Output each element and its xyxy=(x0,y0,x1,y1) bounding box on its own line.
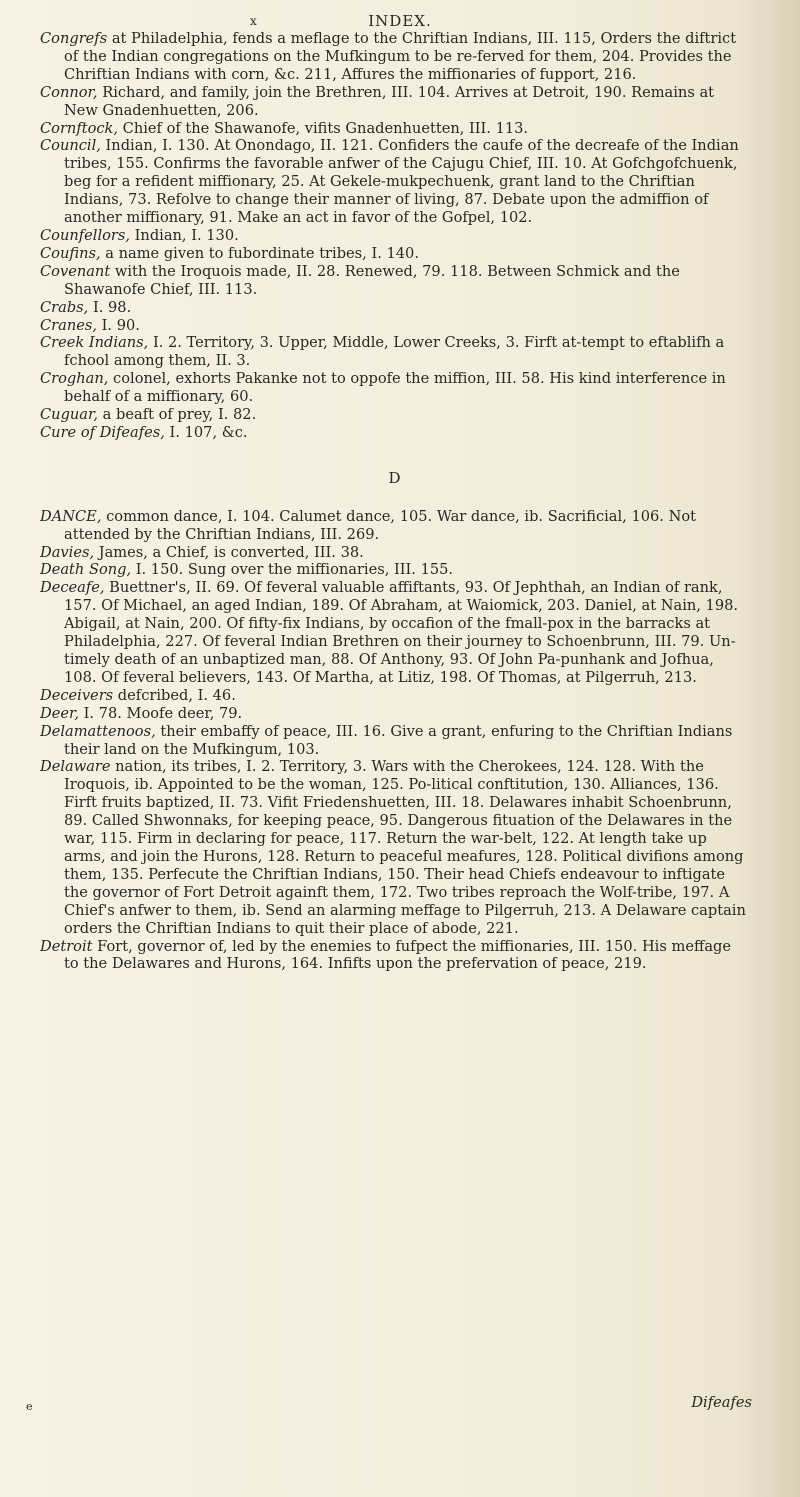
entry-head: Congrefs xyxy=(40,30,108,47)
entry-head: Delaware xyxy=(40,758,111,776)
index-entry xyxy=(40,120,750,138)
index-entry xyxy=(40,406,750,424)
entry-head: DANCE, xyxy=(40,507,102,525)
index-entry xyxy=(40,227,750,245)
index-entry xyxy=(40,561,750,579)
entry-head: Council, xyxy=(40,137,101,155)
entry-text: I. 90. xyxy=(97,316,140,334)
entry-head: Cornftock, xyxy=(40,119,119,137)
entry-text: I. 2. Territory, 3. Upper, Middle, Lower Creeks, 3. Firft at-tempt to eftablifh a fchool among them, II. 3. xyxy=(64,334,725,370)
index-entry xyxy=(40,687,750,705)
entry-head: Cranes, xyxy=(40,316,98,334)
index-entry xyxy=(40,334,750,370)
entry-head: Delamattenoos, xyxy=(40,722,156,740)
index-entry xyxy=(40,723,750,759)
entry-text: colonel, exhorts Pakanke not to oppofe the miffion, III. 58. His kind interference in behalf of a miffionary, 60. xyxy=(64,370,726,406)
index-entry xyxy=(40,705,750,723)
entry-head: Deceivers xyxy=(40,686,114,704)
index-entry xyxy=(40,508,750,544)
margin-mark: x xyxy=(250,14,258,28)
entry-head: Creek Indians, xyxy=(40,334,149,352)
entry-head: Detroit xyxy=(40,937,93,955)
index-entry xyxy=(40,758,750,937)
index-entry xyxy=(40,938,750,974)
index-entry xyxy=(40,370,750,406)
entry-head: Crabs, xyxy=(40,298,89,316)
index-body xyxy=(40,30,750,973)
entry-head: Connor, xyxy=(40,83,98,101)
index-entry xyxy=(40,84,750,120)
entry-text: defcribed, I. 46. xyxy=(113,686,236,704)
entry-text: Chief of the Shawanofe, vifits Gnadenhuetten, III. 113. xyxy=(118,119,529,137)
index-entry xyxy=(40,263,750,299)
entry-text: nation, its tribes, I. 2. Territory, 3. Wars with the Cherokees, 124. 128. With the Iroquois, ib. Appointed to be the woman, 125. Po-litical conftitution, 130. Alliances, 136. Firft fruits baptized, II. 73. Vifit Friedenshuetten, III. 18. Delawares inhabit Schoenbrunn, 89. Called Shwonnaks, for keeping peace, 95. Dangerous fituation of the Delawares in the war, 115. Firm in declaring for peace, 117. Return the war-belt, 122. At length take up arms, and join the Hurons, 128. Return to peaceful meafures, 128. Political divifions among them, 135. Perfecute the Chriftian Indians, 150. Their head Chiefs endeavour to inftigate the governor of Fort Detroit againft them, 172. Two tribes reproach the Wolf-tribe, 197. A Chief's anfwer to them, ib. Send an alarming meffage to Pilgerruh, 213. A Delaware captain orders the Chriftian Indians to quit their place of abode, 221. xyxy=(64,758,746,937)
entry-head: Croghan, xyxy=(40,370,109,388)
entry-head: Counfellors, xyxy=(40,226,131,244)
entry-text: Richard, and family, join the Brethren, III. 104. Arrives at Detroit, 190. Remains at New Gnadenhuetten, 206. xyxy=(64,83,715,119)
signature-mark: e xyxy=(26,1400,33,1413)
page-header xyxy=(0,12,800,30)
index-entry xyxy=(40,245,750,263)
index-entry xyxy=(40,137,750,227)
entry-text: Fort, governor of, led by the enemies to fufpect the miffionaries, III. 150. His meffage to the Delawares and Hurons, 164. Infifts upon the prefervation of peace, 219. xyxy=(64,937,732,973)
entry-text: at Philadelphia, fends a meflage to the Chriftian Indians, III. 115, Orders the diftrict of the Indian congregations on the Mufkingum to be re-ferved for them, 204. Provides the Chriftian Indians with corn, &c. 211, Affures the miffionaries of fupport, 216. xyxy=(64,30,737,83)
entry-head: Deceafe, xyxy=(40,579,105,597)
index-entry xyxy=(40,299,750,317)
entry-text: I. 78. Moofe deer, 79. xyxy=(79,704,243,722)
section-letter: D xyxy=(388,468,402,487)
entry-text: James, a Chief, is converted, III. 38. xyxy=(94,543,364,561)
entry-text: with the Iroquois made, II. 28. Renewed, 79. 118. Between Schmick and the Shawanofe Chief, III. 113. xyxy=(64,262,680,298)
entry-head: Cure of Difeafes, xyxy=(40,423,165,441)
entries-c xyxy=(40,30,750,442)
index-entry xyxy=(40,544,750,562)
entry-text: Buettner's, II. 69. Of feveral valuable affiftants, 93. Of Jephthah, an Indian of rank, 157. Of Michael, an aged Indian, 189. Of Abraham, at Waiomick, 203. Daniel, at Nain, 198. Abigail, at Nain, 200. Of fifty-fix Indians, by occafion of the fmall-pox in the barracks at Philadelphia, 227. Of feveral Indian Brethren on their journey to Schoenbrunn, III. 79. Un-timely death of an unbaptized man, 88. Of Anthony, 93. Of John Pa-punhank and Jofhua, 108. Of feveral believers, 143. Of Martha, at Litiz, 198. Of Thomas, at Pilgerruh, 213. xyxy=(64,579,739,686)
entry-text: a name given to fubordinate tribes, I. 140. xyxy=(100,244,419,262)
index-entry xyxy=(40,424,750,442)
catchword: Difeafes xyxy=(691,1394,752,1411)
entries-d xyxy=(40,508,750,974)
entry-text: I. 150. Sung over the miffionaries, III. 155. xyxy=(131,561,454,579)
page-title: INDEX. xyxy=(368,12,432,30)
entry-head: Coufins, xyxy=(40,244,101,262)
index-entry xyxy=(40,30,750,84)
entry-text: I. 107, &c. xyxy=(164,423,248,441)
entry-text: a beaft of prey, I. 82. xyxy=(98,406,257,424)
index-entry xyxy=(40,317,750,335)
entry-head: Davies, xyxy=(40,543,95,561)
entry-head: Deer, xyxy=(40,704,79,722)
entry-text: I. 98. xyxy=(88,298,132,316)
entry-text: common dance, I. 104. Calumet dance, 105. War dance, ib. Sacrificial, 106. Not attended by the Chriftian Indians, III. 269. xyxy=(64,507,696,543)
index-entry xyxy=(40,579,750,686)
entry-text: Indian, I. 130. At Onondago, II. 121. Confiders the caufe of the decreafe of the Indian tribes, 155. Confirms the favorable anfwer of the Cajugu Chief, III. 10. At Gofchgofchuenk, beg for a refident miffionary, 25. At Gekele-mukpechuenk, grant land to the Chriftian Indians, 73. Refolve to change their manner of living, 87. Debate upon the admiffion of another miffionary, 91. Make an act in favor of the Gofpel, 102. xyxy=(64,137,739,227)
entry-head: Cuguar, xyxy=(40,406,99,424)
entry-text: Indian, I. 130. xyxy=(130,226,239,244)
entry-head: Death Song, xyxy=(40,561,132,579)
entry-text: their embaffy of peace, III. 16. Give a grant, enfuring to the Chriftian Indians their land on the Mufkingum, 103. xyxy=(64,722,733,758)
entry-head: Covenant xyxy=(40,262,111,280)
